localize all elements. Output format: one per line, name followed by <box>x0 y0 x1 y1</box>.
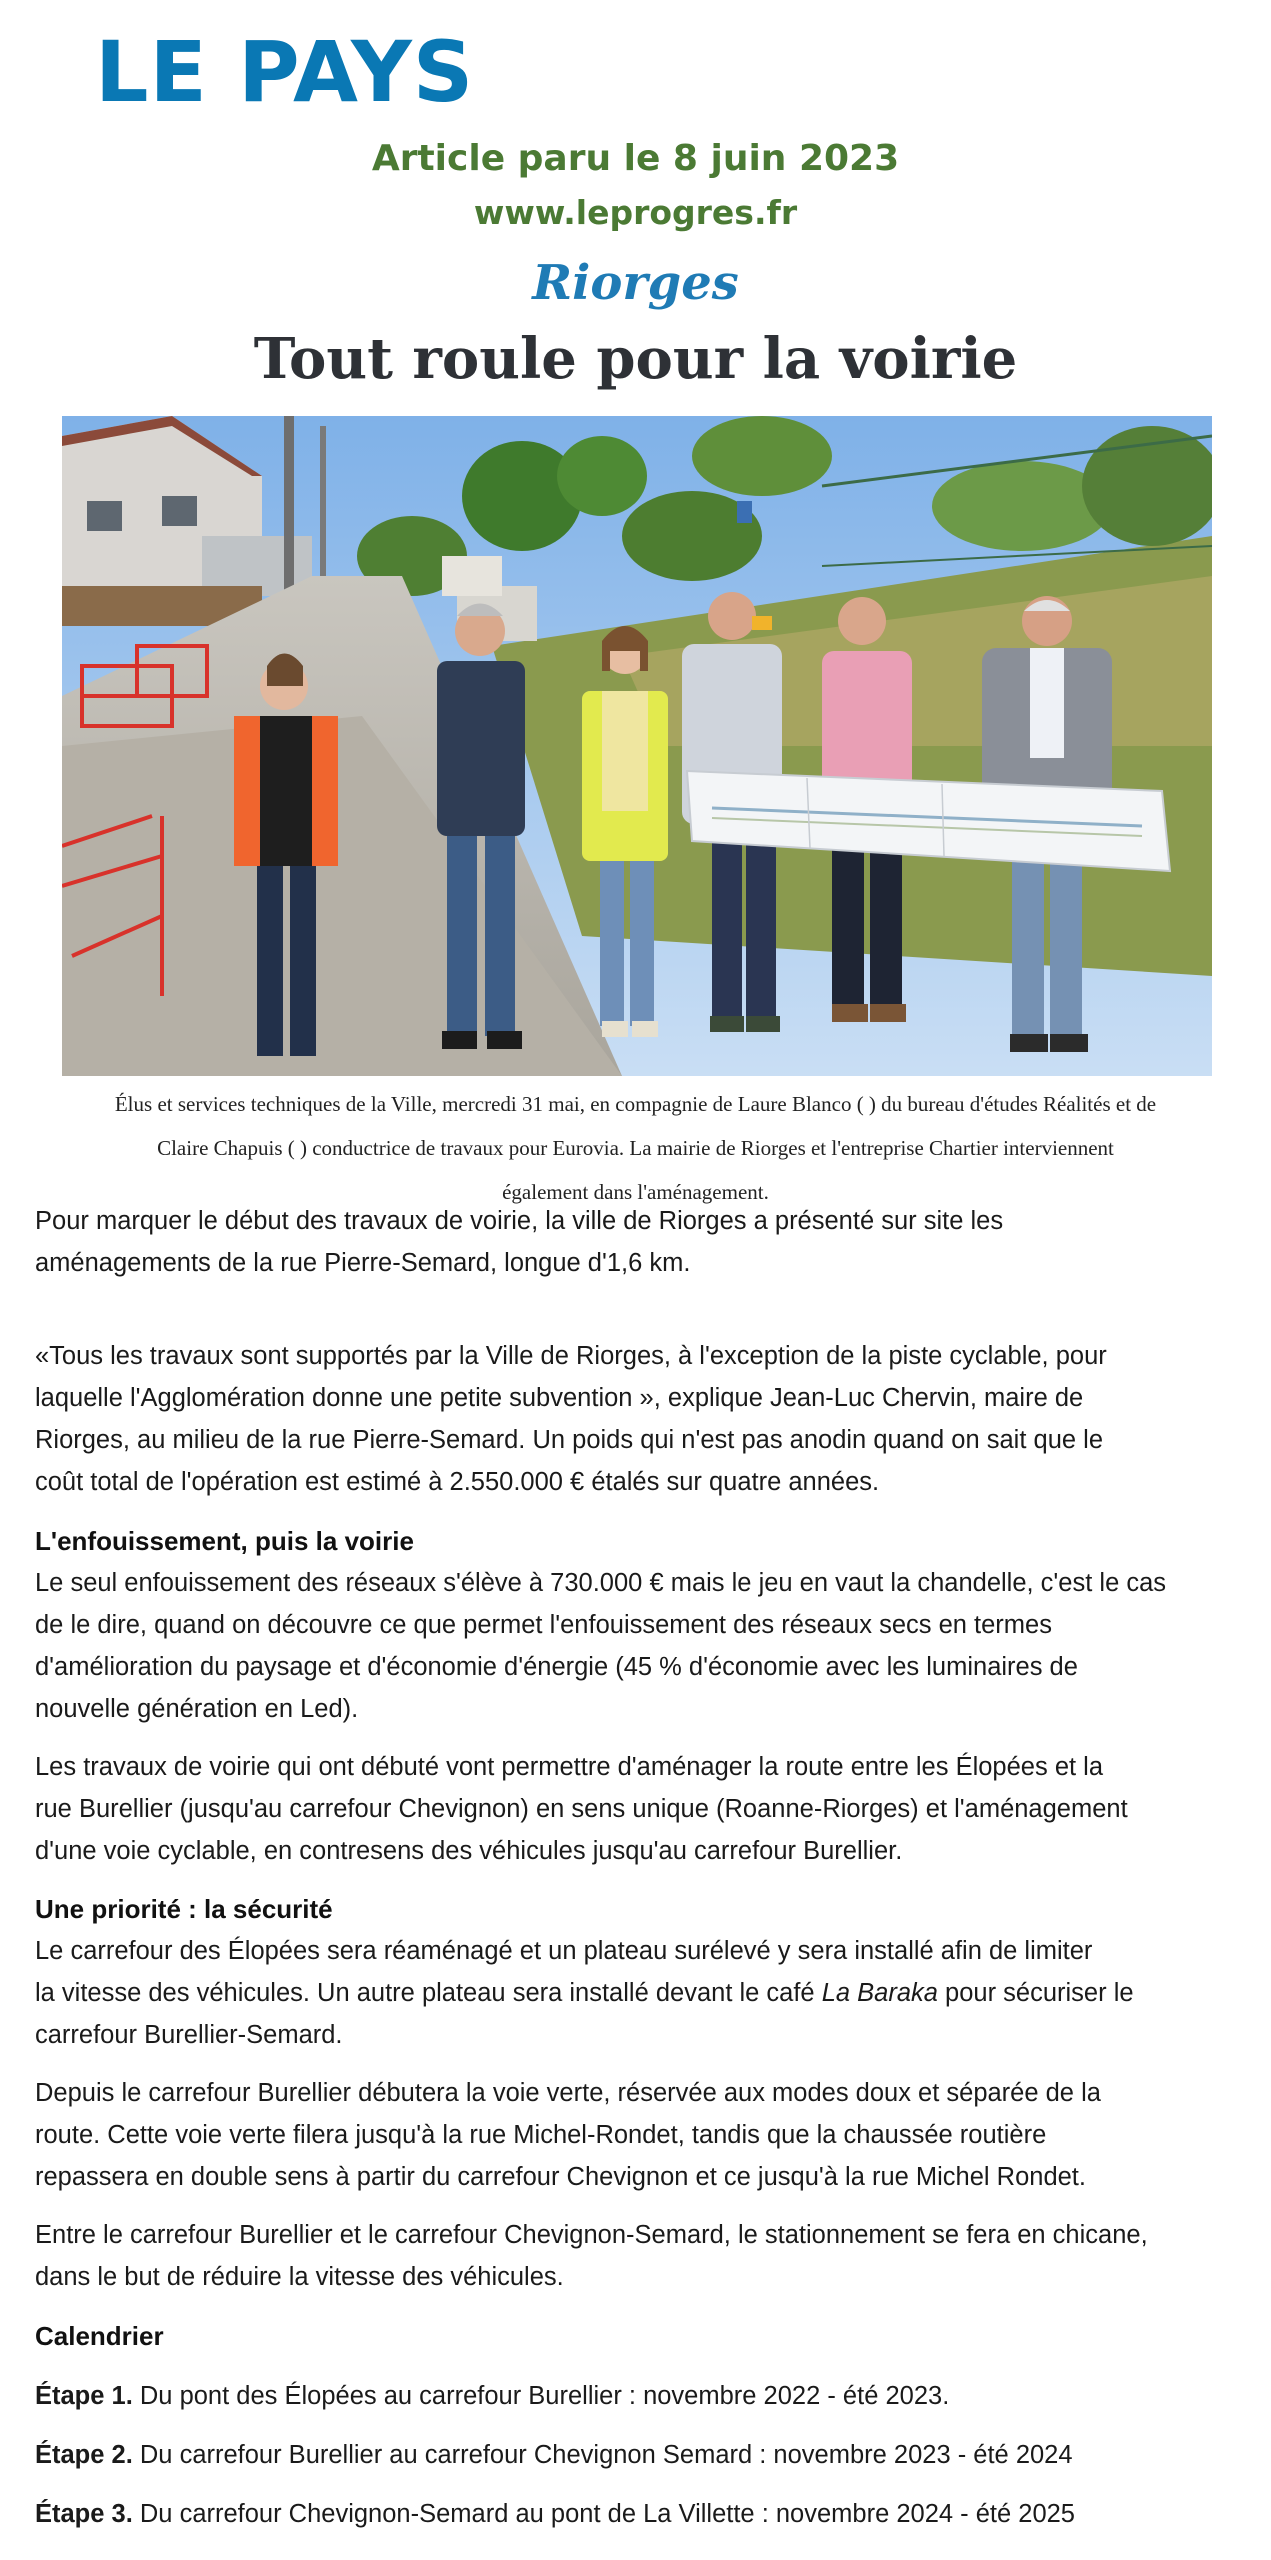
text-line: Le carrefour des Élopées sera réaménagé et un plateau surélevé y sera installé afin de limiter <box>35 1937 1093 1965</box>
paragraph-stationnement <box>35 2214 1240 2298</box>
paragraph-enfouissement <box>35 1562 1240 1730</box>
article-photo <box>62 416 1212 1076</box>
text-line: dans le but de réduire la vitesse des véhicules. <box>35 2263 564 2291</box>
subheading-calendrier: Calendrier <box>35 2321 164 2351</box>
subheading-securite: Une priorité : la sécurité <box>35 1894 333 1924</box>
text-line: carrefour Burellier-Semard. <box>35 2021 343 2049</box>
text-line: repassera en double sens à partir du carrefour Chevignon et ce jusqu'à la rue Michel Rondet. <box>35 2163 1086 2191</box>
photo-caption <box>30 1082 1241 1214</box>
article-kicker: Riorges <box>532 255 739 311</box>
group-photo-roadworks-icon <box>62 416 1212 1076</box>
paragraph-quote <box>35 1335 1240 1503</box>
text-span: la vitesse des véhicules. Un autre plateau sera installé devant le café <box>35 1979 822 2007</box>
text-line: coût total de l'opération est estimé à 2.550.000 € étalés sur quatre années. <box>35 1468 880 1496</box>
text-line: laquelle l'Agglomération donne une petite subvention », explique Jean-Luc Chervin, maire de <box>35 1384 1084 1412</box>
cafe-name: La Baraka <box>821 1979 938 2007</box>
step-text: Du pont des Élopées au carrefour Burellier : novembre 2022 - été 2023. <box>132 2382 950 2410</box>
text-line: route. Cette voie verte filera jusqu'à la rue Michel-Rondet, tandis que la chaussée routière <box>35 2121 1047 2149</box>
caption-line: Claire Chapuis ( ) conductrice de travaux pour Eurovia. La mairie de Riorges et l'entreprise Chartier interviennent <box>157 1136 1114 1160</box>
step-label: Étape 2. <box>35 2441 133 2469</box>
calendar-step <box>35 2375 1240 2417</box>
text-line: rue Burellier (jusqu'au carrefour Chevignon) en sens unique (Roanne-Riorges) et l'aménagement <box>35 1795 1128 1823</box>
caption-line: également dans l'aménagement. <box>502 1180 769 1204</box>
text-line: Les travaux de voirie qui ont débuté vont permettre d'aménager la route entre les Élopées et la <box>35 1753 1104 1781</box>
calendar-step <box>35 2493 1240 2535</box>
step-label: Étape 1. <box>35 2382 133 2410</box>
paragraph-voie-verte <box>35 2072 1240 2198</box>
article-headline: Tout roule pour la voirie <box>253 326 1018 392</box>
text-line: Entre le carrefour Burellier et le carrefour Chevignon-Semard, le stationnement se fera en chicane, <box>35 2221 1148 2249</box>
article-lead <box>35 1200 1240 1284</box>
text-line: de le dire, quand on découvre ce que permet l'enfouissement des réseaux secs en termes <box>35 1611 1052 1639</box>
text-line: Le seul enfouissement des réseaux s'élève à 730.000 € mais le jeu en vaut la chandelle, c'est le cas <box>35 1569 1167 1597</box>
step-text: Du carrefour Chevignon-Semard au pont de La Villette : novembre 2024 - été 2025 <box>132 2500 1075 2528</box>
step-text: Du carrefour Burellier au carrefour Chevignon Semard : novembre 2023 - été 2024 <box>132 2441 1073 2469</box>
text-span: pour sécuriser le <box>937 1979 1134 2007</box>
publication-website: www.leprogres.fr <box>473 193 798 232</box>
text-line: aménagements de la rue Pierre-Semard, longue d'1,6 km. <box>35 1249 691 1277</box>
calendar-step <box>35 2434 1240 2476</box>
text-line: Riorges, au milieu de la rue Pierre-Semard. Un poids qui n'est pas anodin quand on sait que le <box>35 1426 1103 1454</box>
publication-date: Article paru le 8 juin 2023 <box>371 138 900 179</box>
text-line: nouvelle génération en Led). <box>35 1695 359 1723</box>
text-line: «Tous les travaux sont supportés par la Ville de Riorges, à l'exception de la piste cyclable, pour <box>35 1342 1107 1370</box>
text-line: Pour marquer le début des travaux de voirie, la ville de Riorges a présenté sur site les <box>35 1207 1004 1235</box>
paragraph-securite <box>35 1930 1240 2056</box>
subheading-enfouissement: L'enfouissement, puis la voirie <box>35 1526 414 1556</box>
text-line: Depuis le carrefour Burellier débutera la voie verte, réservée aux modes doux et séparée de la <box>35 2079 1101 2107</box>
newspaper-masthead: LE PAYS <box>95 23 475 121</box>
text-line <box>35 1972 1240 2014</box>
step-label: Étape 3. <box>35 2500 133 2528</box>
text-line: d'amélioration du paysage et d'économie d'énergie (45 % d'économie avec les luminaires de <box>35 1653 1078 1681</box>
caption-line: Élus et services techniques de la Ville, mercredi 31 mai, en compagnie de Laure Blanco ( ) du bureau d'études Réalités et de <box>114 1092 1157 1116</box>
text-line: d'une voie cyclable, en contresens des véhicules jusqu'au carrefour Burellier. <box>35 1837 903 1865</box>
paragraph-voirie <box>35 1746 1240 1872</box>
